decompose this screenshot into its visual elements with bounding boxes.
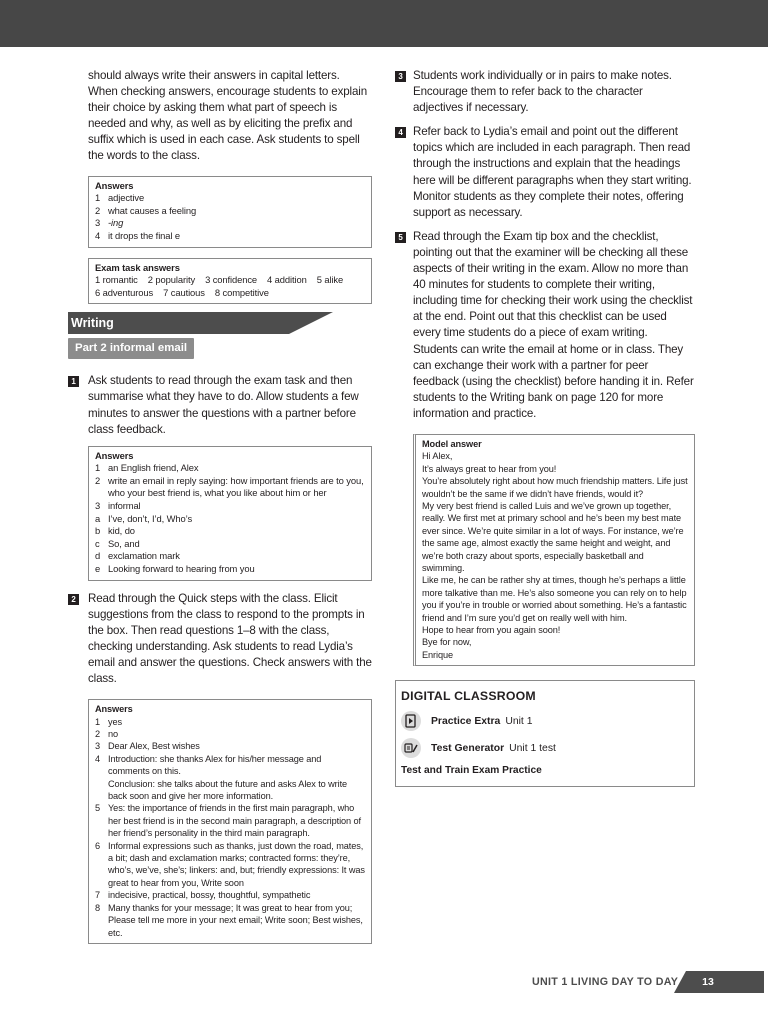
- exam-task-answers-box: [88, 258, 372, 305]
- answers-list: [95, 192, 365, 242]
- right-column: [395, 68, 695, 787]
- answer-item: 4 Introduction: she thanks Alex for his/her message and comments on this.: [95, 753, 322, 777]
- answers-title: Answers: [95, 179, 134, 191]
- model-answer-line: Hope to hear from you again soon!: [422, 625, 561, 636]
- step-text: Ask students to read through the exam task and then summarise what they have to do. Allow students a few minutes to answer the questions with a partner before class feedback.: [88, 374, 359, 436]
- section-heading-writing: Writing: [68, 312, 289, 334]
- step-number: 1: [68, 376, 79, 387]
- unit-label: UNIT 1 LIVING DAY TO DAY: [532, 976, 679, 988]
- step-3: [395, 68, 695, 116]
- exam-task-line-2: 6 adventurous 7 cautious 8 competitive: [95, 286, 269, 298]
- answer-item: b kid, do: [95, 525, 135, 537]
- step-5: [395, 229, 695, 422]
- answer-item: 2 no: [95, 729, 119, 739]
- answers-list: [95, 462, 365, 575]
- answer-item: 8 Many thanks for your message; It was great to hear from you; Please tell me more in your next email; Write soon; Best wishes, etc.: [95, 902, 363, 938]
- answer-item: 2 what causes a feeling: [95, 204, 197, 216]
- step-number: 4: [395, 127, 406, 138]
- answer-item: e Looking forward to hearing from you: [95, 563, 255, 575]
- digital-classroom-box: [395, 680, 695, 787]
- answers-box-1: [88, 176, 372, 248]
- practice-extra-label: Practice Extra: [431, 715, 501, 727]
- step-number: 5: [395, 232, 406, 243]
- step-number: 3: [395, 71, 406, 82]
- practice-extra-icon: [401, 711, 421, 731]
- practice-extra-row[interactable]: [401, 711, 687, 731]
- model-answer-line: Like me, he can be rather shy at times, though he’s perhaps a little more talkative than me. He’s also someone you can rely on to help you if you’re in trouble or worried about something. He’s a fantastic friend and I’m sure you’d get on really well with him.: [422, 575, 687, 623]
- model-answer-line: Hi Alex,: [422, 451, 453, 462]
- step-4: [395, 124, 695, 221]
- left-column: [71, 68, 372, 944]
- answers-box-2: [88, 446, 372, 581]
- test-generator-row[interactable]: [401, 738, 687, 758]
- answer-item: 6 Informal expressions such as thanks, just down the road, mates, a bit; dash and exclamation marks; contracted forms: they’re, who’s, we’ve, she’s; linkers: and, but; friendly expressions: It was great to hear from you, Write soon: [95, 840, 365, 888]
- step-text: Refer back to Lydia’s email and point out the different topics which are included in each paragraph. Then read through the instructions and explain that the headings here will be different paragraphs when they start writing. Monitor students as they complete their notes, offering support as necessary.: [413, 125, 692, 219]
- answer-item: 1 an English friend, Alex: [95, 462, 199, 474]
- answer-item: Conclusion: she talks about the future and asks Alex to write back soon and give her more information.: [108, 778, 348, 802]
- answer-item: d exclamation mark: [95, 550, 180, 562]
- digital-classroom-title: DIGITAL CLASSROOM: [401, 689, 536, 704]
- answer-item: c So, and: [95, 537, 140, 549]
- step-1: [68, 373, 372, 437]
- answer-item: 2 write an email in reply saying: how important friends are to you, who your best friend is, what you like about him or her: [95, 474, 364, 499]
- model-answer-line: You’re absolutely right about how much friendship matters. Life just wouldn’t be the same if we didn’t have friends, would it?: [422, 476, 688, 499]
- subsection-heading: Part 2 informal email: [68, 338, 194, 359]
- model-answer-line: My very best friend is called Luis and we’ve grown up together, really. We first met at primary school and he’s been my best mate ever since. We’re quite similar in a lot of ways. For instance, we’re the same age, almost exactly the same height and weight, and we’re both crazy about sports, especially basketball and swimming.: [422, 501, 684, 574]
- answers-list: [95, 716, 365, 939]
- step-number: 2: [68, 594, 79, 605]
- model-answer-line: Bye for now,: [422, 637, 472, 648]
- model-answer-title: Model answer: [422, 438, 482, 449]
- exam-task-line-1: 1 romantic 2 popularity 3 confidence 4 addition 5 alike: [95, 274, 344, 286]
- answers-title: Answers: [95, 704, 133, 715]
- answer-item: a I’ve, don’t, I’d, Who’s: [95, 512, 193, 524]
- test-generator-value: Unit 1 test: [509, 742, 556, 754]
- model-answer-box: [413, 434, 695, 666]
- answer-item: 3 -ing: [95, 217, 124, 229]
- answer-item: 1 adjective: [95, 192, 145, 204]
- step-2: [68, 591, 372, 688]
- answer-item: 3 Dear Alex, Best wishes: [95, 741, 200, 752]
- page-number: 13: [686, 971, 764, 993]
- answer-item: 4 it drops the final e: [95, 229, 181, 241]
- test-generator-label: Test Generator: [431, 742, 505, 754]
- answer-item: 7 indecisive, practical, bossy, thoughtful, sympathetic: [95, 890, 311, 901]
- model-answer-line: It’s always great to hear from you!: [422, 463, 557, 474]
- intro-paragraph: should always write their answers in capital letters. When checking answers, encourage students to explain their choice by asking them what part of speech is needed and why, as well as by eliciting the prefix and suffix which is used in each case. Ask students to spell the words to the class.: [88, 69, 367, 163]
- model-answer-line: Enrique: [422, 649, 453, 660]
- answer-item: 1 yes: [95, 716, 122, 727]
- step-text: Read through the Quick steps with the class. Elicit suggestions from the class to respond to the prompts in the box. Then read questions 1–8 with the class, checking understanding. Ask students to read Lydia’s email and answer the questions. Check answers with the class.: [88, 591, 372, 686]
- test-generator-icon: [401, 738, 421, 758]
- top-bar: [0, 0, 768, 47]
- exam-task-title: Exam task answers: [95, 261, 180, 273]
- page-footer: [532, 971, 764, 993]
- answers-box-3: [88, 699, 372, 944]
- step-text: Read through the Exam tip box and the checklist, pointing out that the examiner will be checking all these aspects of their writing in the exam. Allow no more than 40 minutes for students to complete their writing, including time for checking their work using the checklist at the end. Point out that this checklist can be used every time students do a piece of exam writing. Students can write the email at home or in class. They can exchange their work with a partner for peer feedback (using the checklist) before handing it in. Refer students to the Writing bank on page 120 for more information and practice.: [413, 229, 694, 420]
- practice-extra-value: Unit 1: [505, 715, 533, 727]
- answers-title: Answers: [95, 449, 134, 461]
- test-and-train-link[interactable]: Test and Train Exam Practice: [401, 765, 542, 777]
- answer-item: 5 Yes: the importance of friends in the first main paragraph, who her best friend is in the second main paragraph, a description of her friend’s personality in the third main paragraph.: [95, 803, 361, 839]
- answer-item: 3 informal: [95, 500, 141, 512]
- step-text: Students work individually or in pairs to make notes. Encourage them to refer back to the character adjectives if necessary.: [413, 69, 672, 115]
